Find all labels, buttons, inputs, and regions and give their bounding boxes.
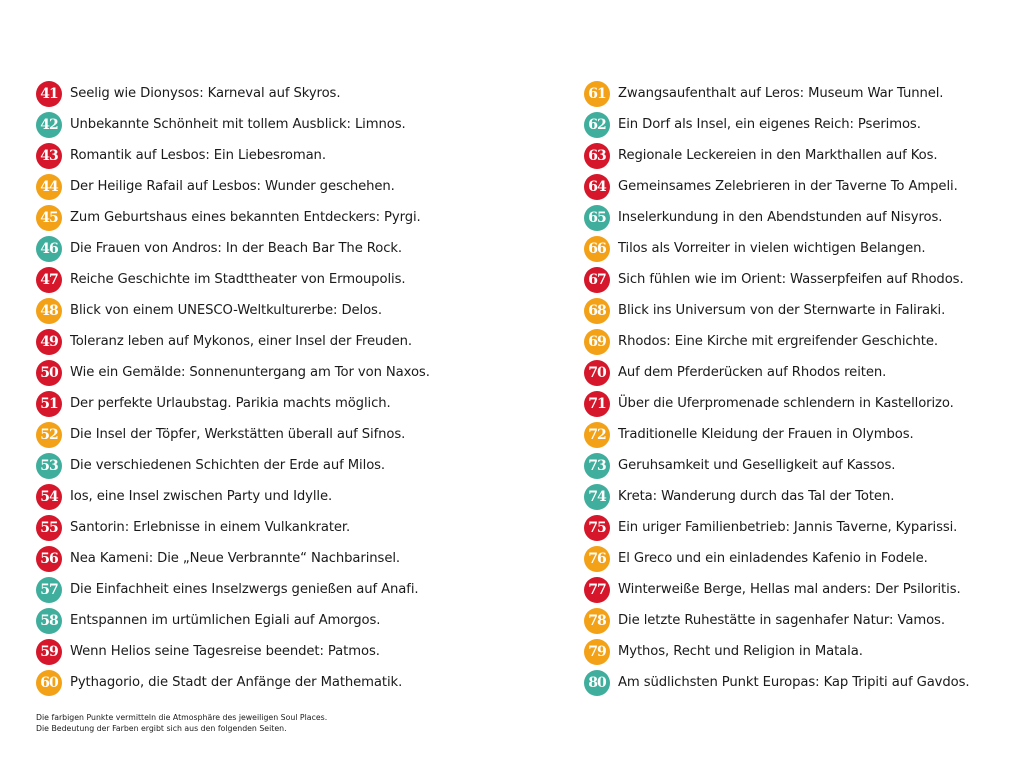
number-badge: 55 xyxy=(36,515,62,541)
index-entry xyxy=(584,481,1024,512)
number-badge: 67 xyxy=(584,267,610,293)
index-entry xyxy=(584,202,1024,233)
number-badge: 54 xyxy=(36,484,62,510)
entry-title: Traditionelle Kleidung der Frauen in Olymbos. xyxy=(618,427,914,442)
footnote-line-2: Die Bedeutung der Farben ergibt sich aus den folgenden Seiten. xyxy=(36,724,287,733)
index-entry xyxy=(36,574,496,605)
number-badge: 46 xyxy=(36,236,62,262)
number-badge: 71 xyxy=(584,391,610,417)
number-badge: 77 xyxy=(584,577,610,603)
entry-title: Regionale Leckereien in den Markthallen auf Kos. xyxy=(618,148,938,163)
entry-title: Wenn Helios seine Tagesreise beendet: Patmos. xyxy=(70,644,380,659)
index-entry xyxy=(36,202,496,233)
index-entry xyxy=(36,388,496,419)
number-badge: 59 xyxy=(36,639,62,665)
entry-title: Auf dem Pferderücken auf Rhodos reiten. xyxy=(618,365,887,380)
index-entry xyxy=(36,78,496,109)
number-badge: 64 xyxy=(584,174,610,200)
entry-title: Nea Kameni: Die „Neue Verbrannte“ Nachbarinsel. xyxy=(70,551,400,566)
entry-title: Wie ein Gemälde: Sonnenuntergang am Tor von Naxos. xyxy=(70,365,430,380)
index-entry xyxy=(584,109,1024,140)
number-badge: 74 xyxy=(584,484,610,510)
index-entry xyxy=(36,605,496,636)
entry-title: Mythos, Recht und Religion in Matala. xyxy=(618,644,863,659)
index-entry xyxy=(36,233,496,264)
number-badge: 58 xyxy=(36,608,62,634)
index-entry xyxy=(584,450,1024,481)
number-badge: 60 xyxy=(36,670,62,696)
index-entry xyxy=(584,636,1024,667)
entry-title: Die Insel der Töpfer, Werkstätten überall auf Sifnos. xyxy=(70,427,406,442)
index-entry xyxy=(36,543,496,574)
footnote xyxy=(36,712,327,734)
number-badge: 53 xyxy=(36,453,62,479)
index-entry xyxy=(584,264,1024,295)
entry-title: Geruhsamkeit und Geselligkeit auf Kassos. xyxy=(618,458,896,473)
number-badge: 68 xyxy=(584,298,610,324)
entry-title: Tilos als Vorreiter in vielen wichtigen Belangen. xyxy=(618,241,926,256)
index-entry xyxy=(584,326,1024,357)
entry-title: Santorin: Erlebnisse in einem Vulkankrater. xyxy=(70,520,351,535)
number-badge: 70 xyxy=(584,360,610,386)
number-badge: 73 xyxy=(584,453,610,479)
number-badge: 66 xyxy=(584,236,610,262)
entry-title: Der perfekte Urlaubstag. Parikia machts möglich. xyxy=(70,396,391,411)
number-badge: 48 xyxy=(36,298,62,324)
index-entry xyxy=(36,171,496,202)
index-entry xyxy=(36,481,496,512)
number-badge: 45 xyxy=(36,205,62,231)
index-entry xyxy=(36,357,496,388)
index-entry xyxy=(36,667,496,698)
entry-title: Gemeinsames Zelebrieren in der Taverne To Ampeli. xyxy=(618,179,958,194)
number-badge: 62 xyxy=(584,112,610,138)
index-entry xyxy=(584,605,1024,636)
index-entry xyxy=(36,295,496,326)
entry-title: Zum Geburtshaus eines bekannten Entdeckers: Pyrgi. xyxy=(70,210,421,225)
entry-title: Blick ins Universum von der Sternwarte in Faliraki. xyxy=(618,303,946,318)
index-entry xyxy=(584,512,1024,543)
entry-title: Reiche Geschichte im Stadttheater von Ermoupolis. xyxy=(70,272,406,287)
number-badge: 79 xyxy=(584,639,610,665)
index-column-right xyxy=(584,78,1024,698)
index-entry xyxy=(36,450,496,481)
number-badge: 80 xyxy=(584,670,610,696)
entry-title: Ios, eine Insel zwischen Party und Idylle. xyxy=(70,489,333,504)
number-badge: 57 xyxy=(36,577,62,603)
number-badge: 61 xyxy=(584,81,610,107)
entry-title: Rhodos: Eine Kirche mit ergreifender Geschichte. xyxy=(618,334,938,349)
entry-title: Die verschiedenen Schichten der Erde auf Milos. xyxy=(70,458,386,473)
footnote-line-1: Die farbigen Punkte vermitteln die Atmosphäre des jeweiligen Soul Places. xyxy=(36,713,328,722)
entry-title: Die Frauen von Andros: In der Beach Bar The Rock. xyxy=(70,241,403,256)
entry-title: Zwangsaufenthalt auf Leros: Museum War Tunnel. xyxy=(618,86,944,101)
number-badge: 49 xyxy=(36,329,62,355)
index-entry xyxy=(584,543,1024,574)
index-entry xyxy=(584,78,1024,109)
index-entry xyxy=(36,140,496,171)
entry-title: Seelig wie Dionysos: Karneval auf Skyros. xyxy=(70,86,341,101)
index-entry xyxy=(584,295,1024,326)
entry-title: Entspannen im urtümlichen Egiali auf Amorgos. xyxy=(70,613,381,628)
number-badge: 78 xyxy=(584,608,610,634)
number-badge: 47 xyxy=(36,267,62,293)
entry-title: Romantik auf Lesbos: Ein Liebesroman. xyxy=(70,148,326,163)
number-badge: 56 xyxy=(36,546,62,572)
entry-title: Inselerkundung in den Abendstunden auf Nisyros. xyxy=(618,210,943,225)
index-entry xyxy=(584,171,1024,202)
entry-title: Unbekannte Schönheit mit tollem Ausblick: Limnos. xyxy=(70,117,406,132)
index-entry xyxy=(584,388,1024,419)
number-badge: 44 xyxy=(36,174,62,200)
index-entry xyxy=(584,233,1024,264)
index-entry xyxy=(584,574,1024,605)
index-entry xyxy=(36,326,496,357)
number-badge: 63 xyxy=(584,143,610,169)
index-entry xyxy=(36,264,496,295)
index-entry xyxy=(36,109,496,140)
index-entry xyxy=(584,667,1024,698)
entry-title: Pythagorio, die Stadt der Anfänge der Mathematik. xyxy=(70,675,403,690)
number-badge: 51 xyxy=(36,391,62,417)
entry-title: Toleranz leben auf Mykonos, einer Insel der Freuden. xyxy=(70,334,412,349)
number-badge: 42 xyxy=(36,112,62,138)
number-badge: 50 xyxy=(36,360,62,386)
entry-title: Der Heilige Rafail auf Lesbos: Wunder geschehen. xyxy=(70,179,395,194)
number-badge: 69 xyxy=(584,329,610,355)
entry-title: Ein Dorf als Insel, ein eigenes Reich: Pserimos. xyxy=(618,117,921,132)
index-entry xyxy=(36,419,496,450)
index-entry xyxy=(36,636,496,667)
number-badge: 76 xyxy=(584,546,610,572)
index-entry xyxy=(584,357,1024,388)
number-badge: 43 xyxy=(36,143,62,169)
entry-title: Die Einfachheit eines Inselzwergs genießen auf Anafi. xyxy=(70,582,419,597)
entry-title: Am südlichsten Punkt Europas: Kap Tripiti auf Gavdos. xyxy=(618,675,970,690)
number-badge: 41 xyxy=(36,81,62,107)
number-badge: 65 xyxy=(584,205,610,231)
index-entry xyxy=(584,140,1024,171)
number-badge: 75 xyxy=(584,515,610,541)
entry-title: Winterweiße Berge, Hellas mal anders: Der Psiloritis. xyxy=(618,582,961,597)
number-badge: 72 xyxy=(584,422,610,448)
index-column-left xyxy=(36,78,496,698)
entry-title: Über die Uferpromenade schlendern in Kastellorizo. xyxy=(618,396,954,411)
entry-title: Die letzte Ruhestätte in sagenhafer Natur: Vamos. xyxy=(618,613,945,628)
entry-title: Ein uriger Familienbetrieb: Jannis Taverne, Kyparissi. xyxy=(618,520,958,535)
index-entry xyxy=(36,512,496,543)
entry-title: Blick von einem UNESCO-Weltkulturerbe: Delos. xyxy=(70,303,382,318)
entry-title: Sich fühlen wie im Orient: Wasserpfeifen auf Rhodos. xyxy=(618,272,964,287)
index-entry xyxy=(584,419,1024,450)
entry-title: Kreta: Wanderung durch das Tal der Toten. xyxy=(618,489,895,504)
entry-title: El Greco und ein einladendes Kafenio in Fodele. xyxy=(618,551,928,566)
number-badge: 52 xyxy=(36,422,62,448)
